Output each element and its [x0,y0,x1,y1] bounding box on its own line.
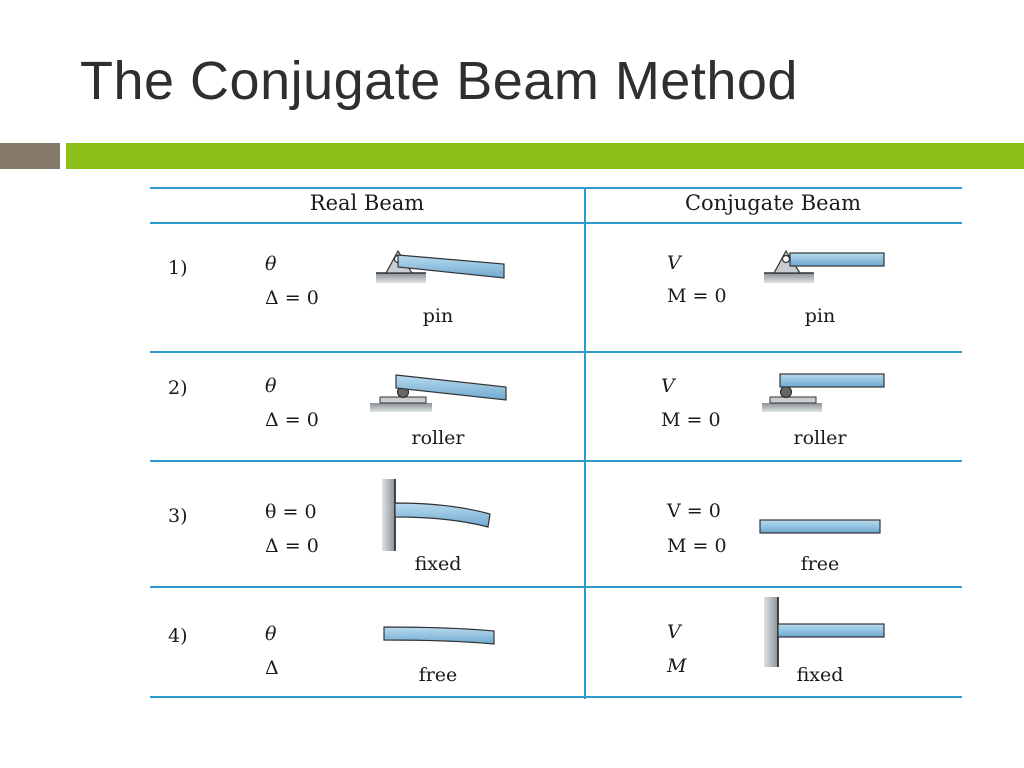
row-number: 3) [168,505,188,527]
accent-bar-green [66,143,1024,169]
fixed-support-icon [764,597,778,667]
accent-bar-gray [0,143,60,169]
row-number: 1) [168,257,188,279]
conj-condition-1: V [667,621,681,643]
beam-icon [778,624,884,637]
real-support-label: fixed [414,553,462,575]
beam-icon [780,374,884,387]
header-real-beam: Real Beam [309,191,425,215]
real-condition-2: Δ [265,657,279,679]
real-condition-1: θ [265,253,277,275]
real-condition-2: Δ = 0 [265,409,319,431]
real-support-label: free [418,664,458,686]
beam-icon [384,627,494,644]
row-number: 2) [168,377,188,399]
slide-title: The Conjugate Beam Method [80,51,798,111]
real-support-label: roller [411,427,465,449]
conj-condition-1: V [661,375,675,397]
conj-condition-1: V [667,252,681,274]
conj-condition-2: M [667,655,687,677]
real-condition-2: Δ = 0 [265,287,319,309]
conj-support-label: free [800,553,840,575]
real-condition-1: θ [265,375,277,397]
conj-condition-2: M = 0 [667,535,727,557]
real-condition-2: Δ = 0 [265,535,319,557]
conj-support-label: roller [793,427,847,449]
beam-icon [395,503,490,527]
conj-condition-1: V = 0 [667,500,721,522]
conj-support-label: fixed [796,664,844,686]
conj-support-label: pin [804,305,836,327]
roller-support-icon [762,387,822,413]
real-condition-1: θ [265,623,277,645]
fixed-support-icon [382,479,395,551]
beam-icon [760,520,880,533]
real-condition-1: θ = 0 [265,501,317,523]
header-conjugate-beam: Conjugate Beam [684,191,862,215]
row-number: 4) [168,625,188,647]
support-table [150,187,962,699]
real-support-label: pin [422,305,454,327]
support-diagrams [150,187,962,699]
conj-condition-2: M = 0 [661,409,721,431]
beam-icon [790,253,884,266]
beam-icon [396,375,506,400]
conj-condition-2: M = 0 [667,285,727,307]
